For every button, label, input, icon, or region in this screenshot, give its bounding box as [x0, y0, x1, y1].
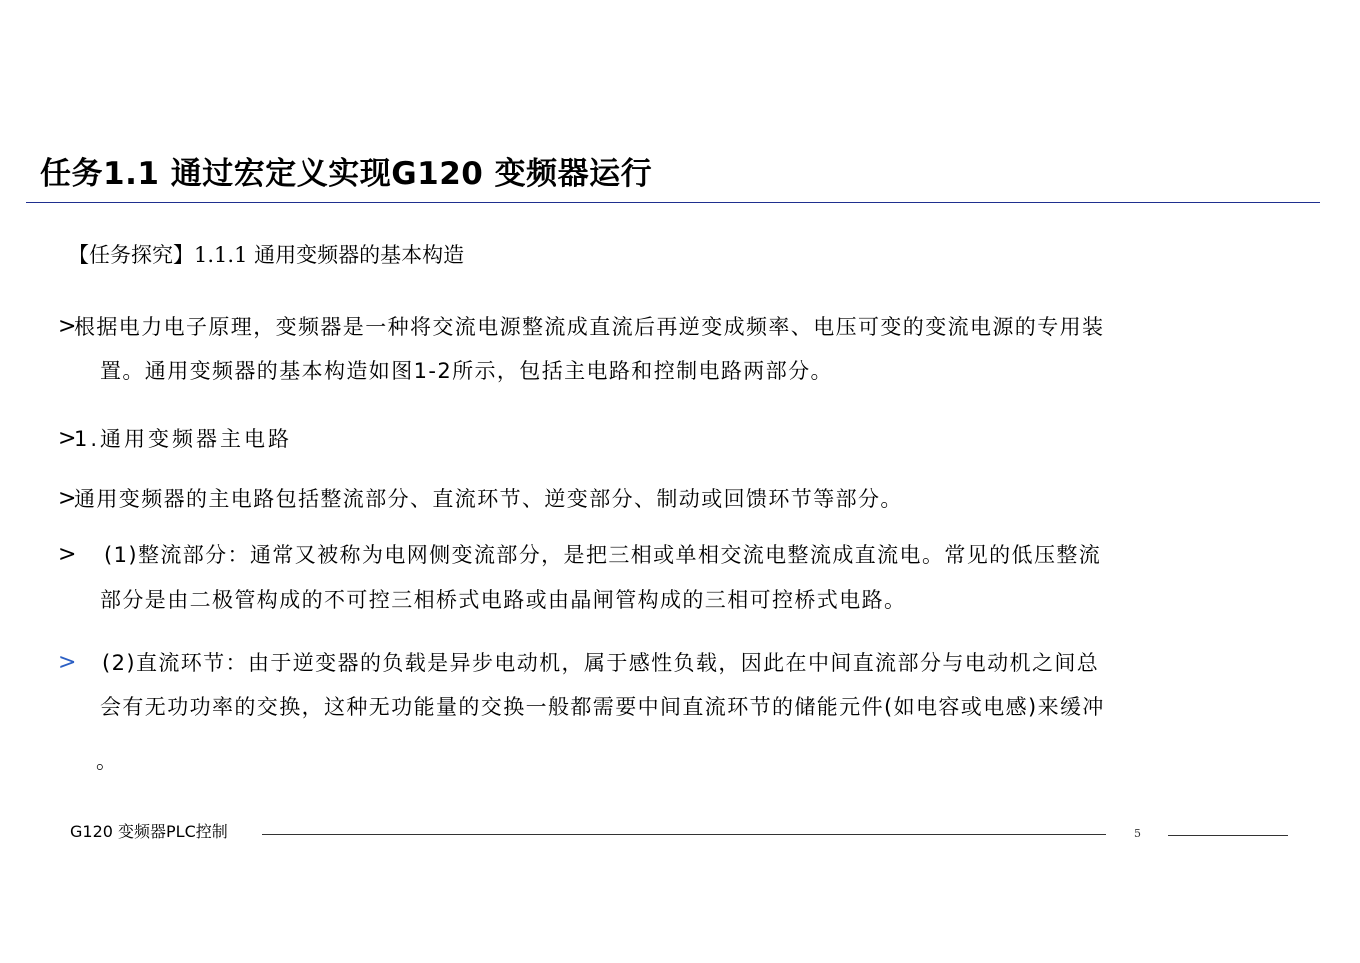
bullet-marker: >: [58, 650, 78, 675]
footer-divider: [262, 834, 1106, 835]
paragraph-line: 1.通用变频器主电路: [74, 427, 293, 451]
paragraph-line: 部分是由二极管构成的不可控三相桥式电路或由晶闸管构成的三相可控桥式电路。: [100, 588, 907, 612]
paragraph-line: 根据电力电子原理，变频器是一种将交流电源整流成直流后再逆变成频率、电压可变的变流电源的专用装: [74, 315, 1105, 339]
bullet-marker: >: [58, 426, 78, 451]
paragraph-line: (2)直流环节：由于逆变器的负载是异步电动机，属于感性负载，因此在中间直流部分与电动机之间总: [102, 651, 1100, 675]
bullet-marker: >: [58, 486, 78, 511]
paragraph-line: 。: [96, 749, 119, 773]
paragraph-line: (1)整流部分：通常又被称为电网侧变流部分，是把三相或单相交流电整流成直流电。常见的低压整流: [104, 543, 1102, 567]
section-subtitle: 【任务探究】1.1.1 通用变频器的基本构造: [68, 243, 465, 267]
footer-divider-right: [1168, 835, 1288, 836]
page-number: 5: [1134, 827, 1141, 840]
bullet-marker: >: [58, 314, 78, 339]
title-underline: [26, 202, 1320, 203]
footer-course-title: G120 变频器PLC控制: [70, 822, 228, 841]
paragraph-line: 通用变频器的主电路包括整流部分、直流环节、逆变部分、制动或回馈环节等部分。: [74, 487, 903, 511]
slide-title: 任务1.1 通过宏定义实现G120 变频器运行: [40, 156, 653, 192]
paragraph-line: 置。通用变频器的基本构造如图1-2所示，包括主电路和控制电路两部分。: [100, 359, 833, 383]
paragraph-line: 会有无功功率的交换，这种无功能量的交换一般都需要中间直流环节的储能元件(如电容或电感)来缓冲: [100, 695, 1105, 719]
bullet-marker: >: [58, 542, 78, 567]
